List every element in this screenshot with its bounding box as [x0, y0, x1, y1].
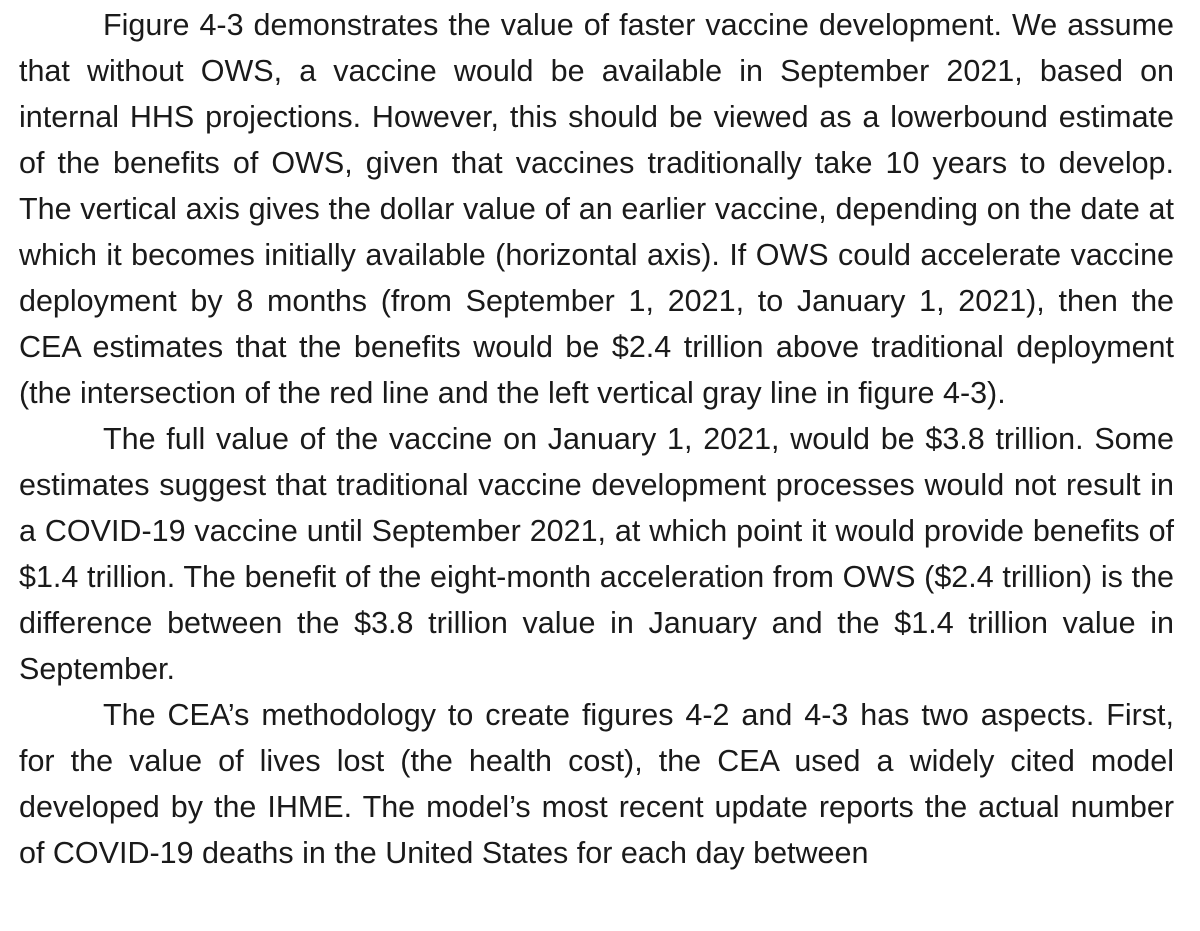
- paragraph-figure-4-3-explanation: Figure 4-3 demonstrates the value of faster vaccine development. We assume that without OWS, a vaccine would be available in September 2021, based on internal HHS projections. However, this should be viewed as a lowerbound estimate of the benefits of OWS, given that vaccines traditionally take 10 years to develop. The vertical axis gives the dollar value of an earlier vaccine, depending on the date at which it becomes initially available (horizontal axis). If OWS could accelerate vaccine deployment by 8 months (from September 1, 2021, to January 1, 2021), then the CEA estimates that the benefits would be $2.4 trillion above traditional deployment (the intersection of the red line and the left vertical gray line in figure 4-3).: [19, 8, 1174, 410]
- paragraph-full-vaccine-value: The full value of the vaccine on January 1, 2021, would be $3.8 trillion. Some estimates suggest that traditional vaccine development processes would not result in a COVID-19 vaccine until September 2021, at which point it would provide benefits of $1.4 trillion. The benefit of the eight-month acceleration from OWS ($2.4 trillion) is the difference between the $3.8 trillion value in January and the $1.4 trillion value in September.: [19, 422, 1174, 686]
- paragraph-cea-methodology: The CEA’s methodology to create figures 4-2 and 4-3 has two aspects. First, for the value of lives lost (the health cost), the CEA used a widely cited model developed by the IHME. The model’s most recent update reports the actual number of COVID-19 deaths in the United States for each day between: [19, 698, 1174, 870]
